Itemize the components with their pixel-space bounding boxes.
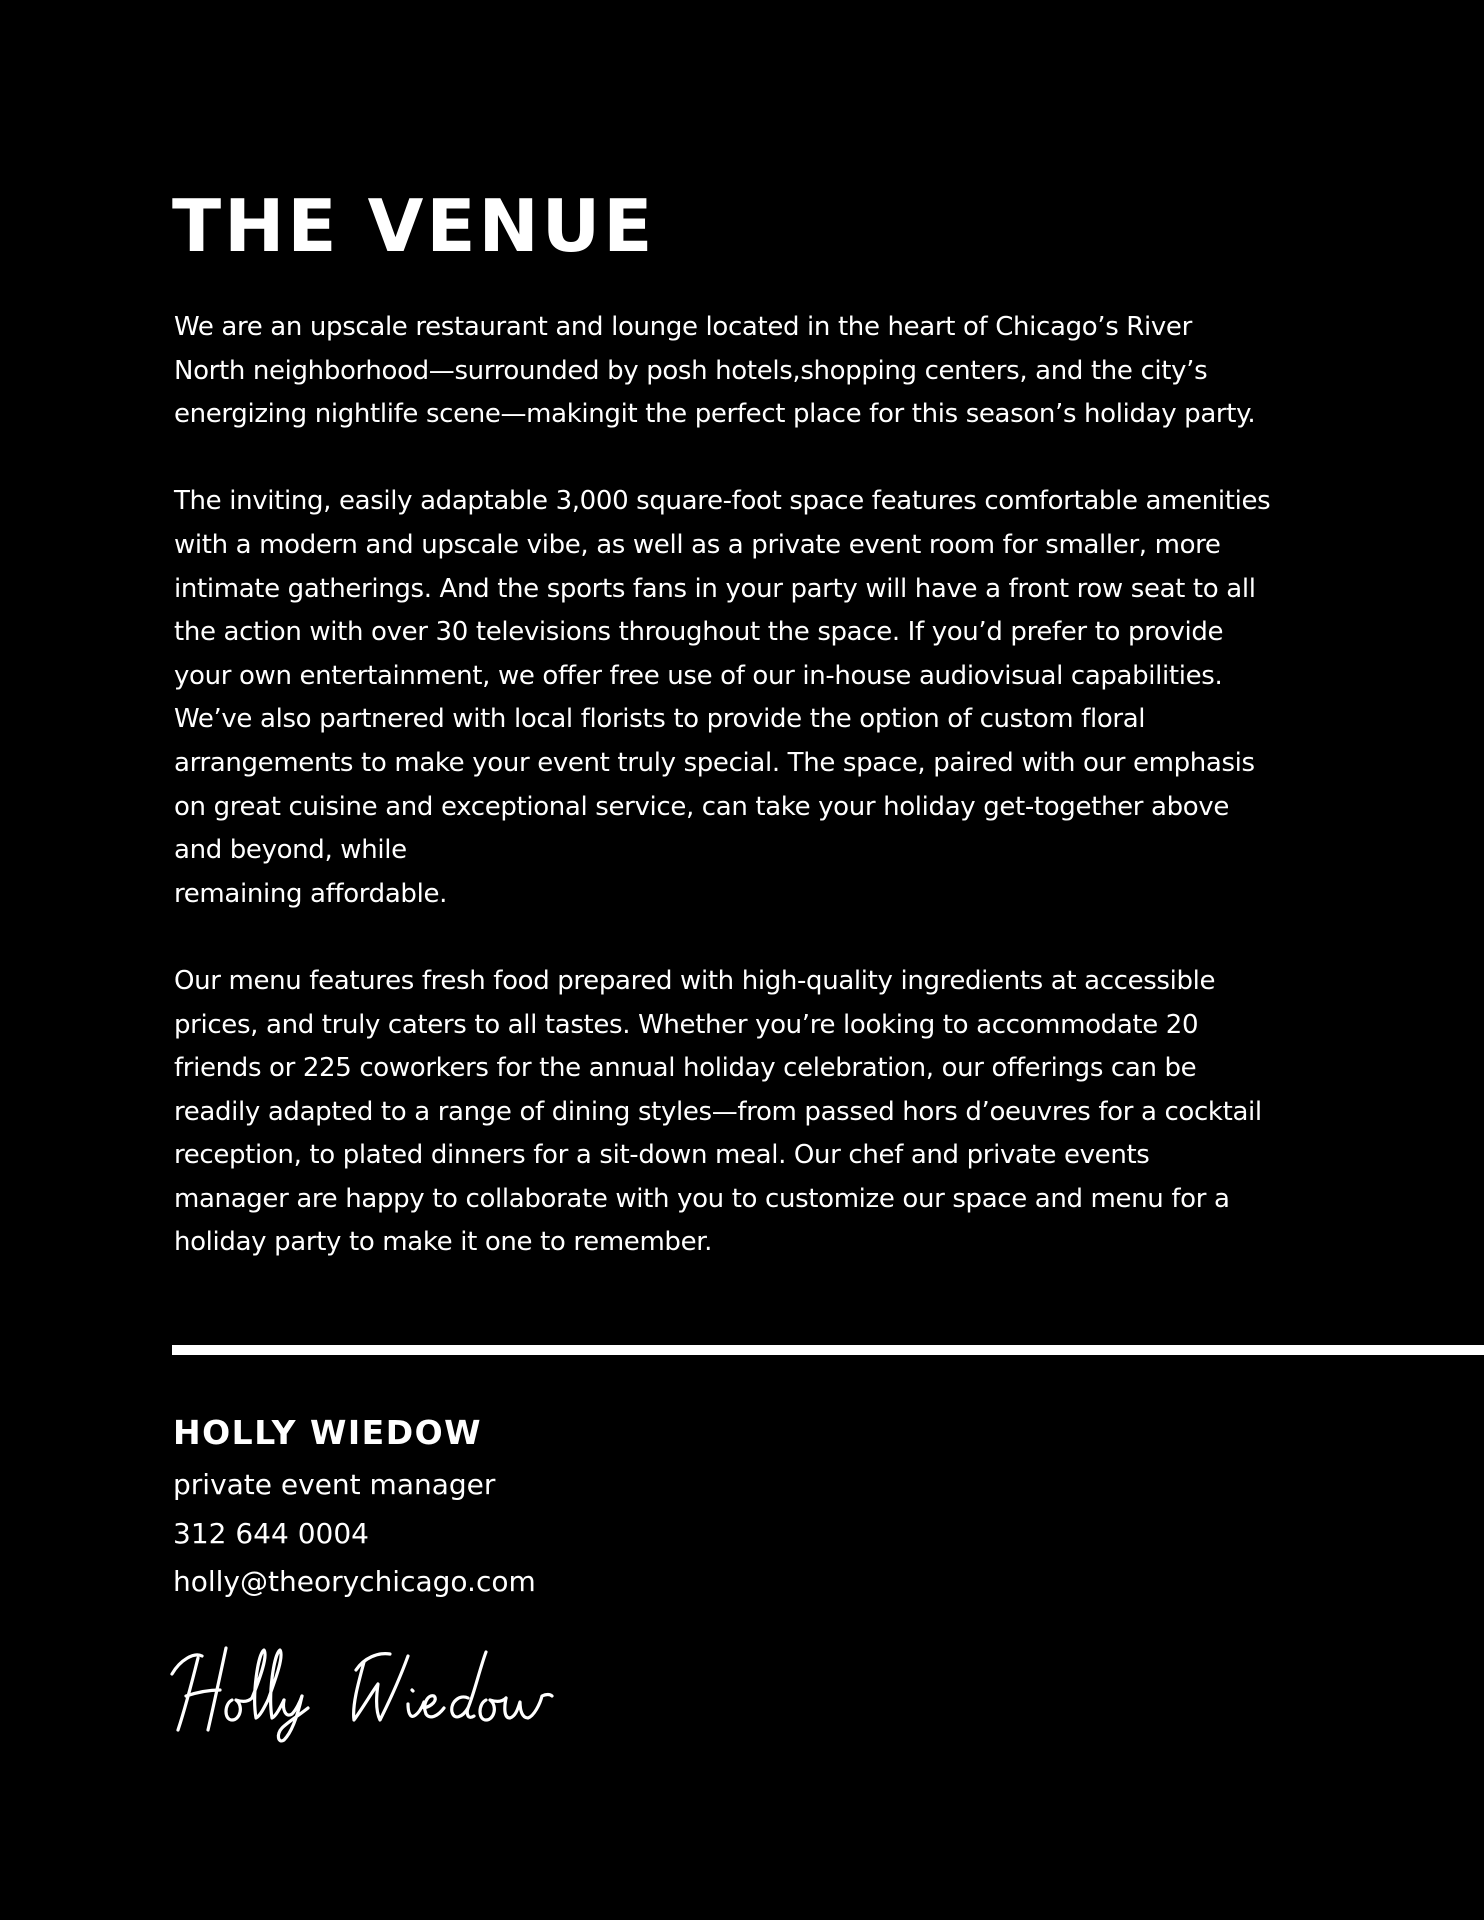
text-line: holiday party to make it one to remember.: [174, 1227, 713, 1258]
text-line: your own entertainment, we offer free use of our in-house audiovisual capabilities.: [174, 660, 1223, 691]
text-line: with a modern and upscale vibe, as well as a private event room for smaller, more: [174, 529, 1221, 560]
contact-name: HOLLY WIEDOW: [173, 1413, 483, 1452]
paragraph-menu: [174, 960, 1354, 1265]
text-line: We are an upscale restaurant and lounge located in the heart of Chicago’s River: [174, 312, 1192, 342]
text-line: and beyond, while: [174, 835, 407, 866]
divider: [172, 1345, 1484, 1355]
text-line: prices, and truly caters to all tastes. Whether you’re looking to accommodate 20: [174, 1009, 1199, 1040]
page-title: THE VENUE: [172, 184, 656, 268]
text-line: friends or 225 coworkers for the annual holiday celebration, our offerings can be: [174, 1053, 1197, 1084]
text-line: the action with over 30 televisions throughout the space. If you’d prefer to provide: [174, 617, 1224, 648]
text-line: arrangements to make your event truly special. The space, paired with our emphasis: [174, 747, 1255, 778]
paragraph-space-features: [174, 480, 1354, 916]
signature: [168, 1634, 558, 1744]
paragraph-venue-intro: [174, 306, 1354, 437]
contact-email: holly@theorychicago.com: [173, 1565, 536, 1598]
body-text: [174, 306, 1354, 1309]
text-line: manager are happy to collaborate with you to customize our space and menu for a: [174, 1183, 1230, 1214]
contact-role: private event manager: [173, 1468, 496, 1501]
contact-phone: 312 644 0004: [173, 1516, 369, 1550]
text-line: reception, to plated dinners for a sit-down meal. Our chef and private events: [174, 1140, 1150, 1171]
text-line: intimate gatherings. And the sports fans in your party will have a front row seat to all: [174, 573, 1256, 604]
text-line: The inviting, easily adaptable 3,000 square-foot space features comfortable amenities: [174, 486, 1271, 517]
text-line: on great cuisine and exceptional service, can take your holiday get-together above: [174, 791, 1229, 822]
contact-block: [173, 1405, 536, 1607]
text-line: North neighborhood—surrounded by posh hotels,shopping centers, and the city’s: [174, 355, 1208, 386]
text-line: energizing nightlife scene—makingit the perfect place for this season’s holiday party.: [174, 399, 1256, 430]
text-line: Our menu features fresh food prepared with high-quality ingredients at accessible: [174, 965, 1216, 996]
text-line: readily adapted to a range of dining styles—from passed hors d’oeuvres for a cocktail: [174, 1096, 1262, 1127]
text-line: remaining affordable.: [174, 878, 448, 909]
text-line: We’ve also partnered with local florists to provide the option of custom floral: [174, 704, 1146, 735]
